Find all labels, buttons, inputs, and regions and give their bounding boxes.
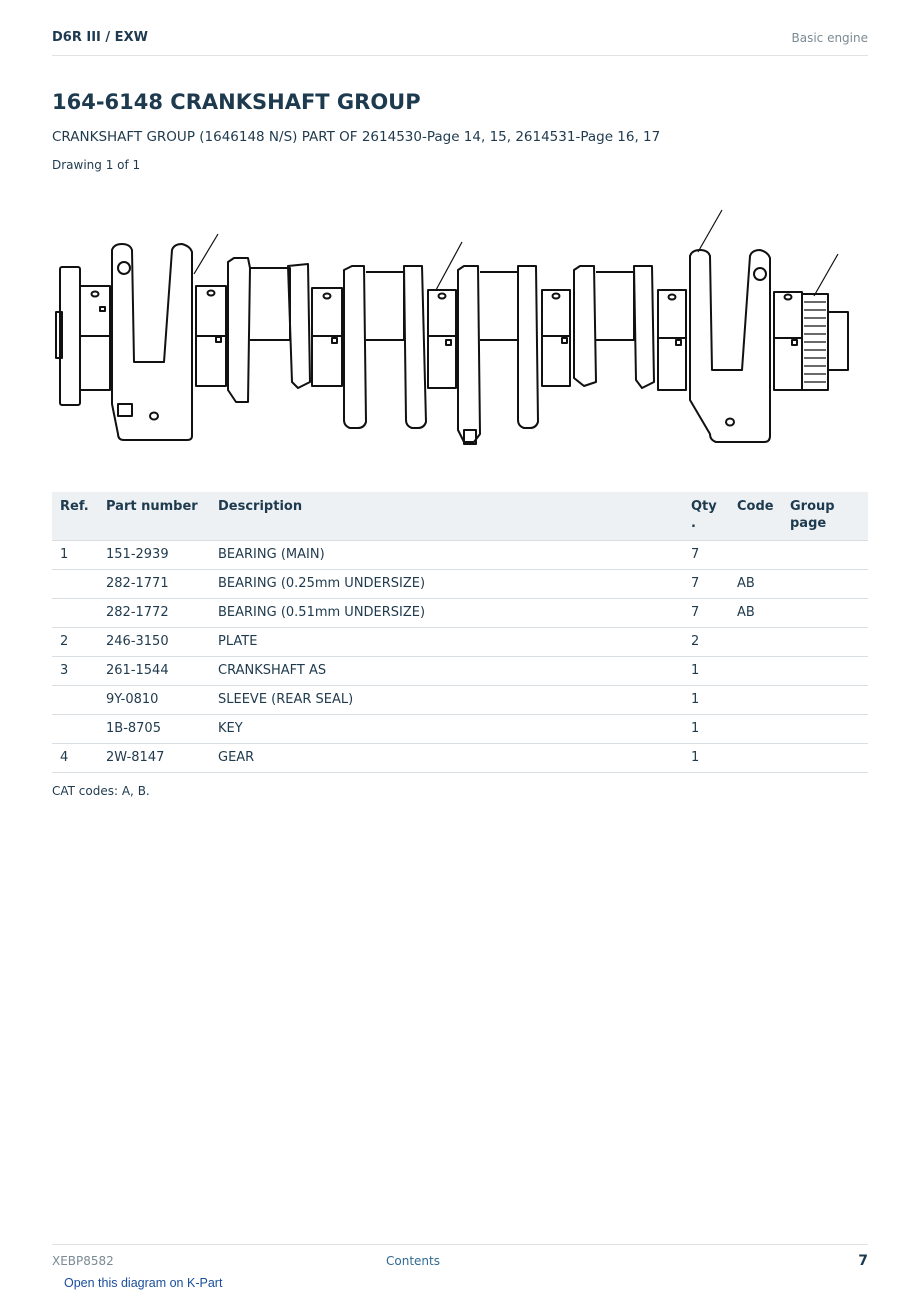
parts-table — [52, 492, 868, 773]
page-title: 164-6148 CRANKSHAFT GROUP — [52, 90, 421, 114]
cell-part-number: 1B-8705 — [98, 715, 210, 744]
cell-group-page — [782, 541, 868, 570]
section-label: Basic engine — [791, 31, 868, 45]
cat-codes-note: CAT codes: A, B. — [52, 784, 150, 798]
table-row — [52, 570, 868, 599]
cell-group-page — [782, 628, 868, 657]
page-subtitle: CRANKSHAFT GROUP (1646148 N/S) PART OF 2614530-Page 14, 15, 2614531-Page 16, 17 — [52, 129, 661, 145]
table-row — [52, 628, 868, 657]
cell-group-page — [782, 657, 868, 686]
page-number: 7 — [858, 1253, 868, 1269]
table-row — [52, 541, 868, 570]
cell-ref — [52, 570, 98, 599]
model-breadcrumb: D6R III / EXW — [52, 30, 148, 45]
table-row — [52, 744, 868, 773]
col-header-code: Code — [729, 492, 782, 541]
cell-code — [729, 628, 782, 657]
cell-code: AB — [729, 599, 782, 628]
col-header-qty: Qty . — [683, 492, 729, 541]
cell-qty: 7 — [683, 541, 729, 570]
cell-qty: 2 — [683, 628, 729, 657]
table-row — [52, 657, 868, 686]
cell-code — [729, 744, 782, 773]
cell-part-number: 282-1772 — [98, 599, 210, 628]
table-row — [52, 715, 868, 744]
cell-part-number: 9Y-0810 — [98, 686, 210, 715]
page-footer — [52, 1244, 868, 1274]
cell-group-page — [782, 570, 868, 599]
cell-qty: 1 — [683, 657, 729, 686]
cell-group-page — [782, 715, 868, 744]
kpart-diagram-link[interactable]: Open this diagram on K-Part — [64, 1276, 223, 1290]
cell-part-number: 282-1771 — [98, 570, 210, 599]
crankshaft-drawing — [52, 190, 868, 470]
cell-group-page — [782, 599, 868, 628]
cell-description: PLATE — [210, 628, 683, 657]
cell-ref — [52, 599, 98, 628]
cell-ref: 3 — [52, 657, 98, 686]
cell-description: GEAR — [210, 744, 683, 773]
cell-qty: 1 — [683, 715, 729, 744]
cell-group-page — [782, 686, 868, 715]
cell-qty: 7 — [683, 599, 729, 628]
col-header-group-page: Group page — [782, 492, 868, 541]
cell-group-page — [782, 744, 868, 773]
cell-description: KEY — [210, 715, 683, 744]
contents-link[interactable]: Contents — [386, 1254, 440, 1268]
cell-code: AB — [729, 570, 782, 599]
cell-description: BEARING (0.51mm UNDERSIZE) — [210, 599, 683, 628]
col-header-description: Description — [210, 492, 683, 541]
table-row — [52, 599, 868, 628]
cell-qty: 7 — [683, 570, 729, 599]
cell-part-number: 2W-8147 — [98, 744, 210, 773]
cell-part-number: 261-1544 — [98, 657, 210, 686]
page-header — [52, 28, 868, 56]
cell-ref — [52, 686, 98, 715]
cell-part-number: 151-2939 — [98, 541, 210, 570]
cell-ref: 4 — [52, 744, 98, 773]
cell-description: BEARING (MAIN) — [210, 541, 683, 570]
cell-code — [729, 657, 782, 686]
cell-description: CRANKSHAFT AS — [210, 657, 683, 686]
cell-code — [729, 715, 782, 744]
cell-ref: 1 — [52, 541, 98, 570]
cell-code — [729, 686, 782, 715]
cell-description: BEARING (0.25mm UNDERSIZE) — [210, 570, 683, 599]
col-header-part-number: Part number — [98, 492, 210, 541]
cell-qty: 1 — [683, 744, 729, 773]
cell-description: SLEEVE (REAR SEAL) — [210, 686, 683, 715]
cell-code — [729, 541, 782, 570]
col-header-ref: Ref. — [52, 492, 98, 541]
table-header-row — [52, 492, 868, 541]
cell-qty: 1 — [683, 686, 729, 715]
document-id: XEBP8582 — [52, 1254, 114, 1268]
cell-ref — [52, 715, 98, 744]
cell-part-number: 246-3150 — [98, 628, 210, 657]
drawing-counter: Drawing 1 of 1 — [52, 158, 141, 172]
cell-ref: 2 — [52, 628, 98, 657]
table-row — [52, 686, 868, 715]
